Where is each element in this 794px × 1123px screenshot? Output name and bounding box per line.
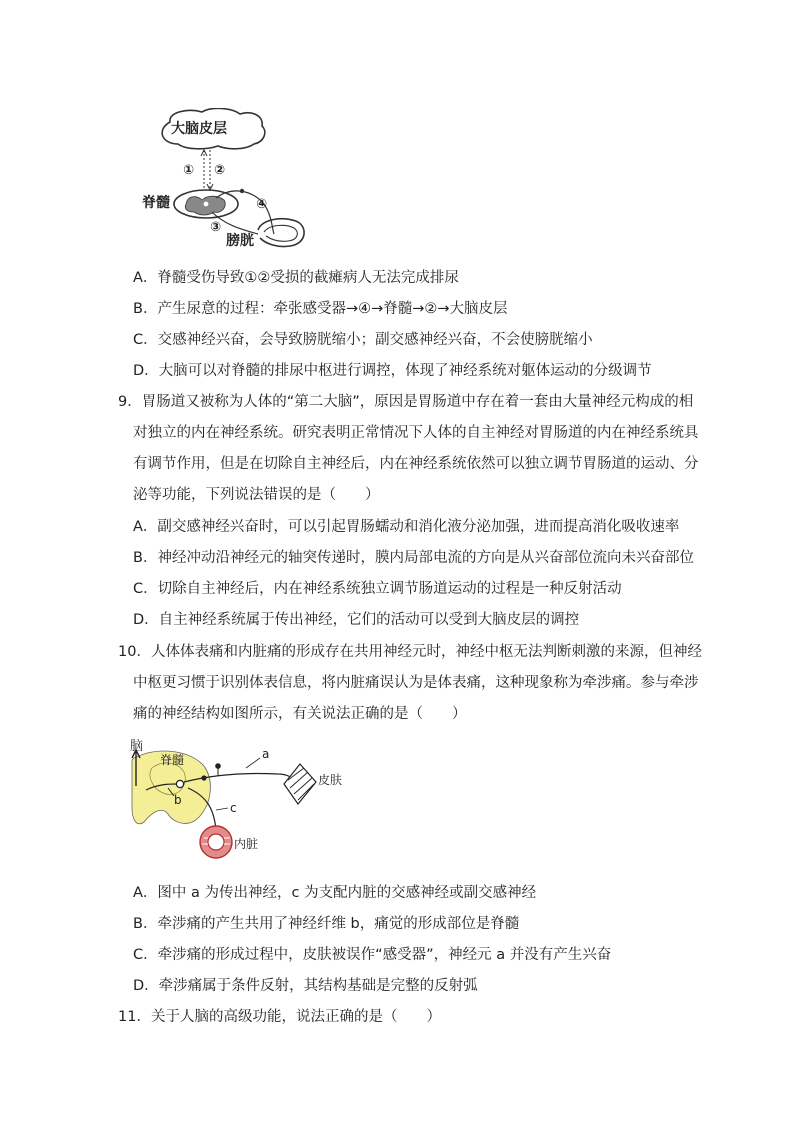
q8-option-c: C．交感神经兴奋，会导致膀胱缩小；副交感神经兴奋，不会使膀胱缩小 <box>133 332 593 348</box>
q10-option-c: C．牵涉痛的形成过程中，皮肤被误作“感受器”，神经元 a 并没有产生兴奋 <box>133 947 612 963</box>
pathway-1-label: ① <box>183 163 195 178</box>
bladder-label: 膀胱 <box>226 233 254 249</box>
q10-stem-line-2: 中枢更习惯于识别体表信息，将内脏痛误认为是体表痛，这种现象称为牵涉痛。参与牵涉 <box>133 675 699 691</box>
q10-option-b: B．牵涉痛的产生共用了神经纤维 b，痛觉的形成部位是脊髓 <box>133 916 520 932</box>
brain-label: 脑 <box>130 739 144 754</box>
q10-option-a: A．图中 a 为传出神经，c 为支配内脏的交感神经或副交感神经 <box>133 885 537 901</box>
reflex-diagram-bladder <box>140 108 310 250</box>
q9-stem-line-3: 有调节作用，但是在切除自主神经后，内在神经系统依然可以独立调节胃肠道的运动、分 <box>133 456 699 472</box>
q9-stem-line-4: 泌等功能，下列说法错误的是（ ） <box>133 487 380 503</box>
q9-option-c: C．切除自主神经后，内在神经系统独立调节肠道运动的过程是一种反射活动 <box>133 581 622 597</box>
spinal-cord-label: 脊髓 <box>142 195 170 211</box>
referred-pain-diagram <box>128 738 358 864</box>
q9-stem-line-2: 对独立的内在神经系统。研究表明正常情况下人体的自主神经对胃肠道的内在神经系统具 <box>133 425 699 441</box>
q10-stem-line-1: 10．人体体表痛和内脏痛的形成存在共用神经元时，神经中枢无法判断刺激的来源，但神经 <box>118 644 702 660</box>
cortex-label: 大脑皮层 <box>171 121 227 137</box>
q8-option-b: B．产生尿意的过程：牵张感受器→④→脊髓→②→大脑皮层 <box>133 301 508 317</box>
q9-option-b: B．神经冲动沿神经元的轴突传递时，膜内局部电流的方向是从兴奋部位流向未兴奋部位 <box>133 550 694 566</box>
spinal-cord-label: 脊髓 <box>160 753 185 767</box>
q10-option-d: D．牵涉痛属于条件反射，其结构基础是完整的反射弧 <box>133 978 478 994</box>
pathway-3-label: ③ <box>210 220 222 235</box>
q8-option-d: D．大脑可以对脊髓的排尿中枢进行调控，体现了神经系统对躯体运动的分级调节 <box>133 363 652 379</box>
neuron-b-label: b <box>174 793 182 807</box>
neuron-c-label: c <box>230 801 237 815</box>
q9-option-a: A．副交感神经兴奋时，可以引起胃肠蠕动和消化液分泌加强，进而提高消化吸收速率 <box>133 519 680 535</box>
skin-shape <box>284 764 316 804</box>
internal-organ-shape <box>200 826 232 858</box>
q11-stem-line-1: 11．关于人脑的高级功能，说法正确的是（ ） <box>118 1009 441 1025</box>
q10-stem-line-3: 痛的神经结构如图所示，有关说法正确的是（ ） <box>133 706 467 722</box>
organ-label: 内脏 <box>234 837 259 851</box>
q8-option-a: A．脊髓受伤导致①②受损的截瘫病人无法完成排尿 <box>133 270 459 286</box>
neuron-a-label: a <box>262 747 270 761</box>
skin-label: 皮肤 <box>318 773 343 787</box>
q9-stem-line-1: 9．胃肠道又被称为人体的“第二大脑”，原因是胃肠道中存在着一套由大量神经元构成的相 <box>118 394 694 410</box>
pathway-2-label: ② <box>214 163 226 178</box>
q9-option-d: D．自主神经系统属于传出神经，它们的活动可以受到大脑皮层的调控 <box>133 612 580 628</box>
pathway-4-label: ④ <box>256 197 268 212</box>
